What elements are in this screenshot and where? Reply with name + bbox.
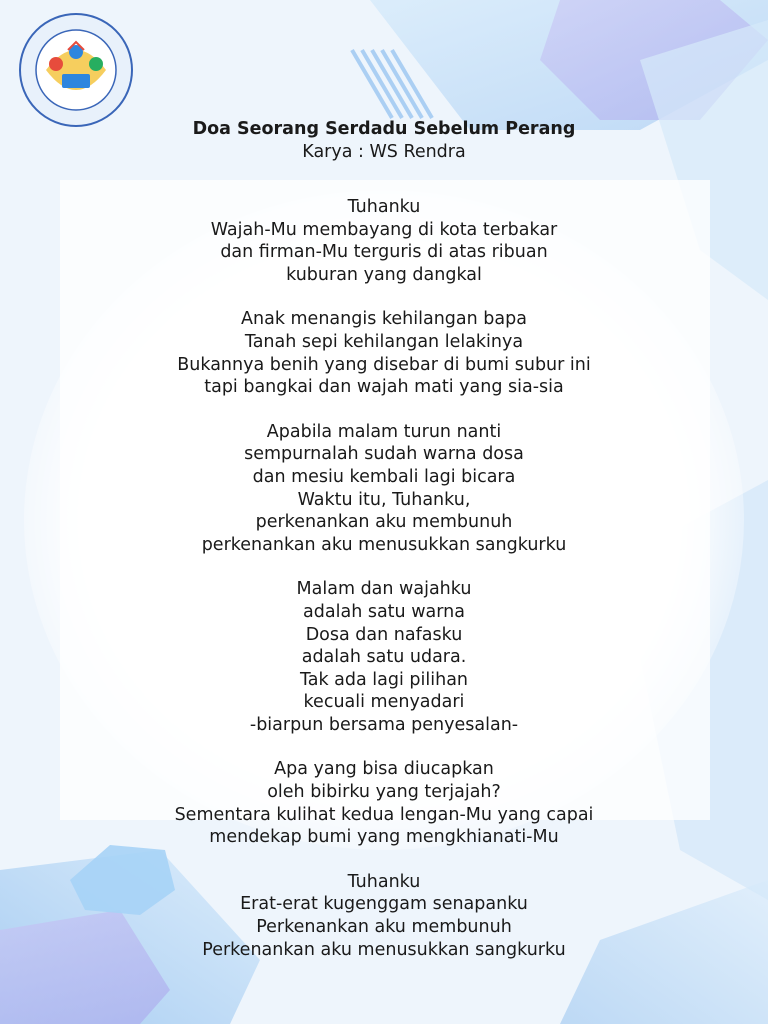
poem-line: Apa yang bisa diucapkan (274, 759, 494, 780)
stanza-4 (0, 578, 768, 736)
poem-line: kuburan yang dangkal (286, 264, 482, 285)
poem-line: kecuali menyadari (303, 692, 465, 713)
stanza-6 (0, 871, 768, 961)
poem-line: Perkenankan aku membunuh (256, 917, 512, 938)
poem-line: adalah satu udara. (301, 647, 467, 668)
stanza-2 (0, 308, 768, 398)
poem-line: Tanah sepi kehilangan lelakinya (244, 331, 524, 352)
poem-line: Tak ada lagi pilihan (299, 669, 469, 690)
poem-line: dan firman-Mu terguris di atas ribuan (220, 242, 548, 263)
poem-line: Anak menangis kehilangan bapa (241, 309, 527, 330)
poem-line: Dosa dan nafasku (305, 624, 463, 645)
poem-author: Karya : WS Rendra (302, 142, 466, 162)
poem-line: Tuhanku (347, 871, 421, 892)
poem-line: sempurnalah sudah warna dosa (244, 444, 524, 465)
poem-line: Erat-erat kugenggam senapanku (240, 894, 528, 915)
stanza-5 (0, 758, 768, 848)
organization-logo-icon (14, 12, 138, 128)
poem-line: tapi bangkai dan wajah mati yang sia-sia (204, 377, 564, 398)
poem-line: Apabila malam turun nanti (266, 421, 502, 442)
poem-line: dan mesiu kembali lagi bicara (252, 466, 516, 487)
poem-line: Waktu itu, Tuhanku, (297, 489, 471, 510)
poem-line: Tuhanku (347, 197, 421, 217)
poem-line: Malam dan wajahku (296, 579, 472, 600)
poem-line: Wajah-Mu membayang di kota terbakar (210, 219, 558, 240)
poem-line: perkenankan aku membunuh (255, 512, 513, 533)
poem-content (0, 118, 768, 983)
stanza-1 (0, 196, 768, 286)
poem-line: oleh bibirku yang terjajah? (267, 782, 501, 803)
poem-line: Sementara kulihat kedua lengan-Mu yang capai (174, 804, 594, 825)
poem-title: Doa Seorang Serdadu Sebelum Perang (192, 119, 576, 139)
poem-line: perkenankan aku menusukkan sangkurku (201, 534, 567, 555)
poem-line: -biarpun bersama penyesalan- (249, 714, 519, 735)
stanza-3 (0, 421, 768, 557)
poem-line: adalah satu warna (303, 601, 465, 622)
poem-line: Perkenankan aku menusukkan sangkurku (202, 939, 566, 960)
poem-line: Bukannya benih yang disebar di bumi subur ini (177, 354, 591, 375)
poem-line: mendekap bumi yang mengkhianati-Mu (209, 827, 559, 848)
